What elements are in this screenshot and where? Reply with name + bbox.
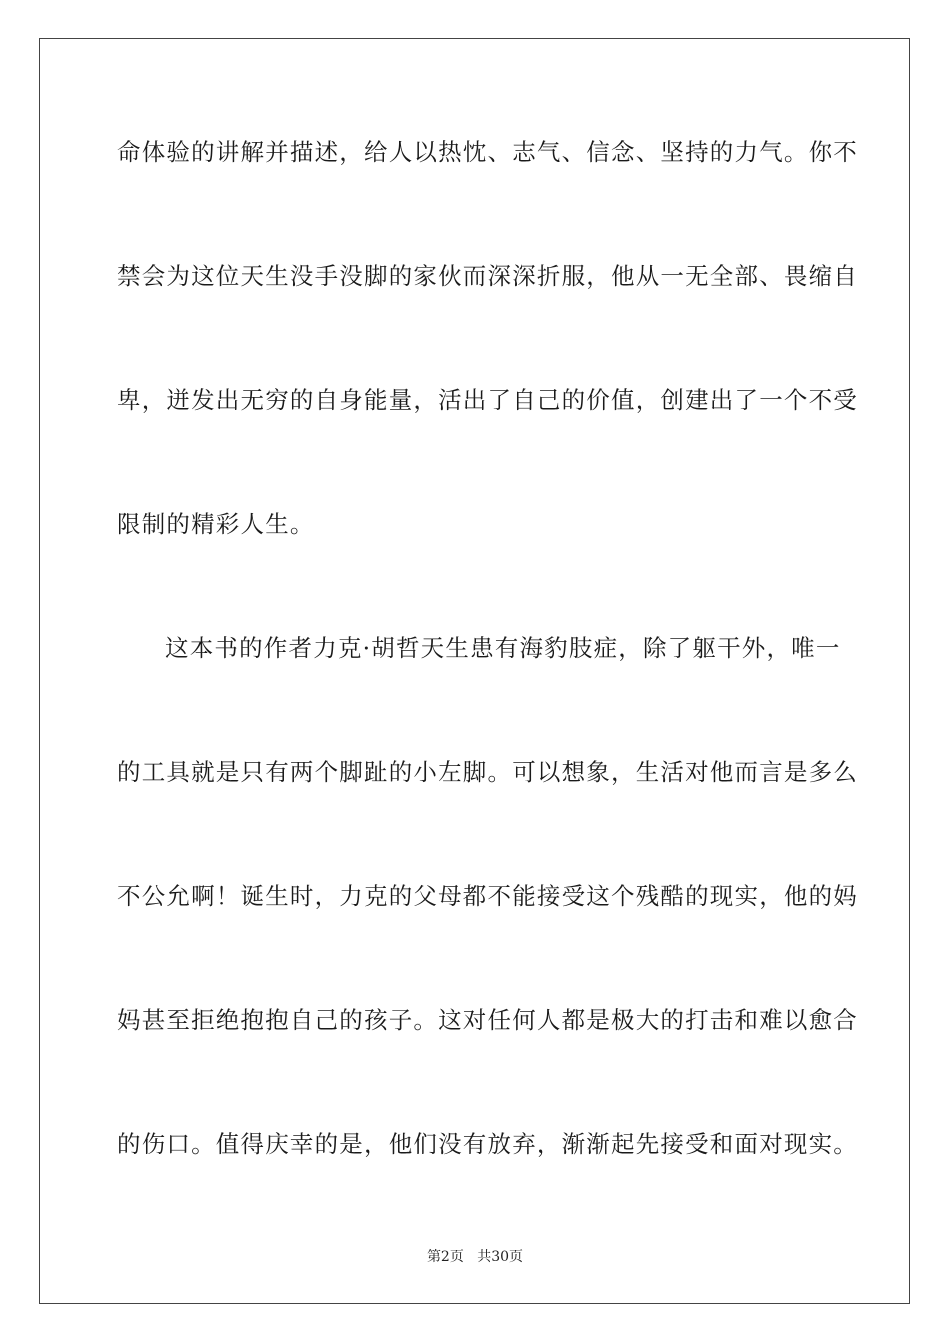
page-total: 共30页 xyxy=(477,1249,524,1265)
text-line: 卑，迸发出无穷的自身能量，活出了自己的价值，创建出了一个不受 xyxy=(117,386,858,414)
page-footer xyxy=(0,1248,950,1266)
text-line: 限制的精彩人生。 xyxy=(117,510,315,538)
page-border xyxy=(39,38,910,1304)
text-line-indented: 这本书的作者力克·胡哲天生患有海豹肢症，除了躯干外，唯一 xyxy=(165,634,841,662)
text-line: 的伤口。值得庆幸的是，他们没有放弃，渐渐起先接受和面对现实。 xyxy=(117,1130,858,1158)
text-line: 妈甚至拒绝抱抱自己的孩子。这对任何人都是极大的打击和难以愈合 xyxy=(117,1006,858,1034)
page-number: 第2页 xyxy=(426,1249,464,1265)
text-line: 不公允啊！诞生时，力克的父母都不能接受这个残酷的现实，他的妈 xyxy=(117,882,858,910)
text-line: 命体验的讲解并描述，给人以热忱、志气、信念、坚持的力气。你不 xyxy=(117,138,858,166)
text-line: 禁会为这位天生没手没脚的家伙而深深折服，他从一无全部、畏缩自 xyxy=(117,262,858,290)
text-line: 的工具就是只有两个脚趾的小左脚。可以想象，生活对他而言是多么 xyxy=(117,758,858,786)
